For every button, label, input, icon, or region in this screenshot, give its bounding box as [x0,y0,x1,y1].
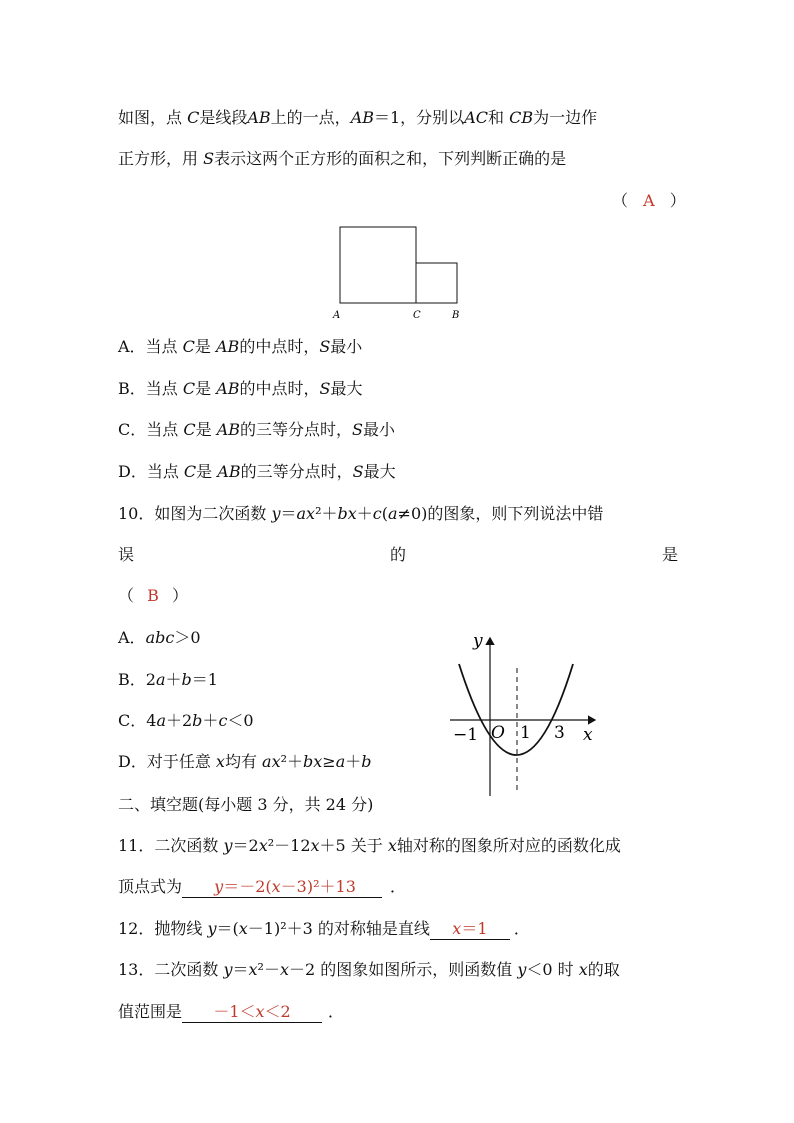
tick-label-minus1: −1 [453,725,479,745]
y-axis-label: y [473,631,483,651]
q13-answer-blank: －1＜x＜2 [182,1002,322,1023]
label-a: A [333,310,341,321]
q10-line1: 10．如图为二次函数 y＝ax²＋bx＋c(a≠0)的图象，则下列说法中错 [118,504,604,523]
q12-line: 12．抛物线 y＝(x－1)²＋3 的对称轴是直线 x＝1 ． [118,919,530,938]
q9-answer-bracket: （ A ） [612,191,686,210]
label-b: B [452,310,460,321]
q9-option-d: D．当点 C是 AB的三等分点时，S最大 [118,462,396,481]
q10-option-c: C．4a＋2b＋c＜0 [118,711,254,730]
q10-option-a: A．abc＞0 [118,628,201,647]
tick-label-3: 3 [554,723,565,743]
q9-option-b: B．当点 C是 AB的中点时，S最大 [118,379,363,398]
square-cb [416,263,457,303]
q9-squares-figure [330,222,470,322]
x-axis-label: x [583,725,593,745]
q11-answer-blank: y＝－2(x－3)²＋13 [182,877,382,898]
q9-answer: A [643,191,655,210]
q12-answer-blank: x＝1 [430,919,510,940]
q9-option-a: A．当点 C是 AB的中点时，S最小 [118,337,363,356]
q10-spread-line: 误 的 是 [118,545,678,564]
q10-answer-bracket: （ B ） [118,586,188,605]
q9-line2: 正方形，用 S表示这两个正方形的面积之和，下列判断正确的是 [118,149,567,168]
origin-label: O [491,723,505,743]
q10-option-b: B．2a＋b＝1 [118,670,218,689]
q11-line1: 11．二次函数 y＝2x²－12x＋5 关于 x轴对称的图象所对应的函数化成 [118,836,621,855]
tick-label-1: 1 [520,723,531,743]
label-c: C [413,310,421,321]
q10-answer: B [147,586,159,605]
q9-line1: 如图，点 C是线段AB上的一点，AB＝1，分别以AC和 CB为一边作 [118,108,598,127]
q11-line2: 顶点式为 y＝－2(x－3)²＋13 ． [118,877,407,896]
q13-line2: 值范围是 －1＜x＜2 ． [118,1002,345,1021]
q13-line1: 13．二次函数 y＝x²－x－2 的图象如图所示，则函数值 y＜0 时 x的取 [118,960,620,979]
square-ac [340,227,416,303]
q10-parabola-graph [445,628,605,800]
section-title: 二、填空题(每小题 3 分，共 24 分) [118,795,374,814]
q10-option-d: D．对于任意 x均有 ax²＋bx≥a＋b [118,752,372,771]
q9-option-c: C．当点 C是 AB的三等分点时，S最小 [118,420,395,439]
